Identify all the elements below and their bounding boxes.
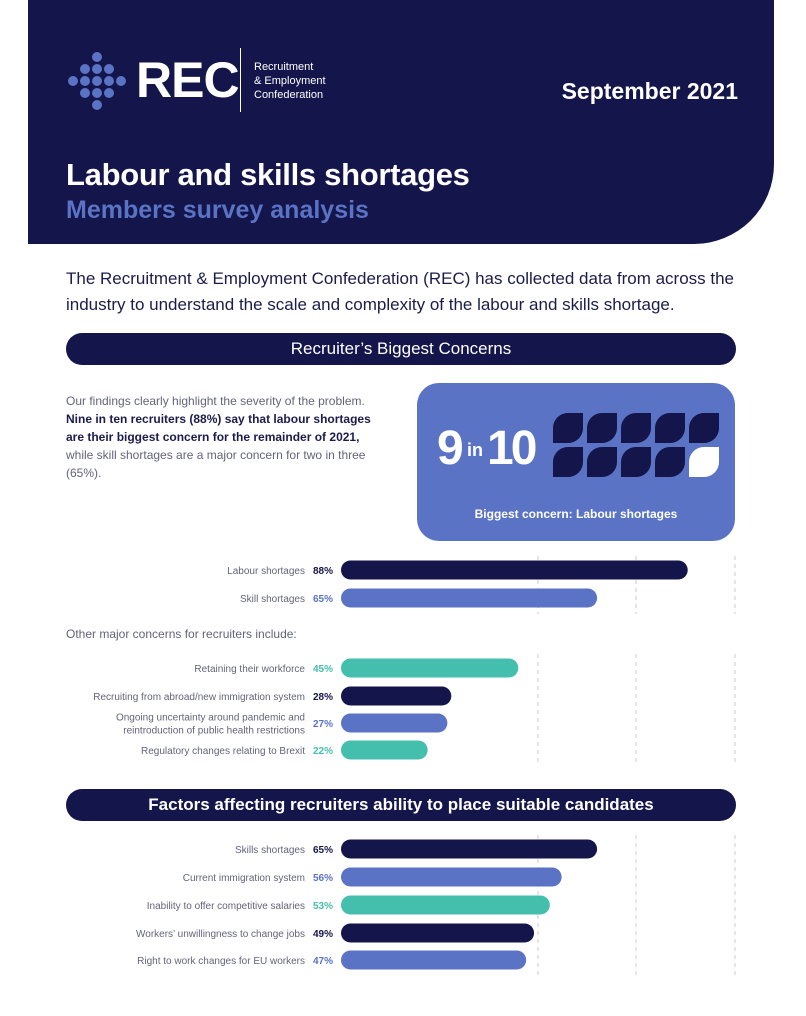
bar-category-label: Retaining their workforce <box>194 664 305 675</box>
people-shape-icon <box>621 413 651 443</box>
findings-lead: Our findings clearly highlight the severity of the problem. <box>66 394 365 408</box>
bar-category-label: Ongoing uncertainty around pandemic and <box>115 712 305 724</box>
logo-divider <box>240 48 241 112</box>
bar <box>341 896 550 915</box>
bar <box>341 589 597 608</box>
rec-logo-icon <box>66 50 130 112</box>
bar-value-label: 22% <box>312 746 333 757</box>
bar-value-label: 88% <box>312 566 333 577</box>
bar-value-label: 47% <box>312 956 333 967</box>
bar-category-label: Current immigration system <box>182 873 305 884</box>
bar-category-label: Workers’ unwillingness to change jobs <box>136 929 305 940</box>
page-title: Labour and skills shortages <box>66 157 470 192</box>
bar-value-label: 65% <box>312 845 333 856</box>
bar <box>341 741 428 760</box>
bar <box>341 951 526 970</box>
bar-chart-2 <box>93 654 735 766</box>
people-shape-icon <box>655 447 685 477</box>
intro-paragraph: The Recruitment & Employment Confederation (REC) has collected data from across the industry to understand the scale and complexity of the labour and skills shortage. <box>66 269 735 314</box>
section-heading-concerns: Recruiter’s Biggest Concerns <box>66 333 736 365</box>
people-shape-icon <box>587 413 617 443</box>
bar-category-label: Recruiting from abroad/new immigration system <box>93 692 305 703</box>
report-date: September 2021 <box>561 78 738 104</box>
bar <box>341 924 534 943</box>
findings-tail: while skill shortages are a major concern for two in three (65%). <box>66 448 366 480</box>
bar-category-label: Inability to offer competitive salaries <box>146 901 305 912</box>
bar-category-label: Skill shortages <box>239 594 305 605</box>
findings-highlight: Nine in ten recruiters (88%) say that labour shortages are their biggest concern for the remainder of 2021, <box>66 412 371 444</box>
bar <box>341 868 562 887</box>
logo-wordmark: REC <box>136 52 239 108</box>
bar <box>341 687 451 706</box>
bar-category-label: Labour shortages <box>227 566 305 577</box>
people-shape-icon <box>553 447 583 477</box>
people-shape-icon <box>655 413 685 443</box>
bar <box>341 840 597 859</box>
people-shape-icon <box>689 413 719 443</box>
nine-in-ten-pictogram <box>553 413 723 483</box>
people-shape-highlight-icon <box>689 447 719 477</box>
people-shape-icon <box>587 447 617 477</box>
stat-caption: Biggest concern: Labour shortages <box>474 507 678 521</box>
people-shape-icon <box>553 413 583 443</box>
bar <box>341 659 518 678</box>
bar <box>341 714 447 733</box>
bar-value-label: 65% <box>312 594 333 605</box>
bar-value-label: 27% <box>312 719 333 730</box>
findings-paragraph <box>66 392 384 482</box>
stat-in: in <box>467 440 483 460</box>
people-shape-icon <box>621 447 651 477</box>
bar-category-label: Skills shortages <box>234 845 305 856</box>
stat-callout <box>417 383 735 541</box>
logo-subtitle-line: & Employment <box>254 75 326 87</box>
stat-ten: 10 <box>487 422 535 475</box>
page-subtitle: Members survey analysis <box>66 196 369 224</box>
section-heading-factors: Factors affecting recruiters ability to place suitable candidates <box>66 789 736 821</box>
logo-subtitle-line: Recruitment <box>254 61 314 73</box>
logo-subtitle <box>254 60 326 102</box>
other-concerns-intro: Other major concerns for recruiters include: <box>66 627 297 641</box>
bar-category-label: Regulatory changes relating to Brexit <box>141 746 305 757</box>
bar-value-label: 45% <box>312 664 333 675</box>
logo-subtitle-line: Confederation <box>254 89 324 101</box>
bar-value-label: 56% <box>312 873 333 884</box>
bar-value-label: 53% <box>312 901 333 912</box>
bar-category-label: reintroduction of public health restrictions <box>123 725 305 737</box>
bar-chart-3 <box>136 835 735 975</box>
stat-nine: 9 <box>437 422 462 475</box>
bar-category-label: Right to work changes for EU workers <box>137 956 305 967</box>
bar-value-label: 49% <box>312 929 333 940</box>
bar-chart-1 <box>227 556 735 614</box>
bar <box>341 561 688 580</box>
bar-value-label: 28% <box>312 692 333 703</box>
